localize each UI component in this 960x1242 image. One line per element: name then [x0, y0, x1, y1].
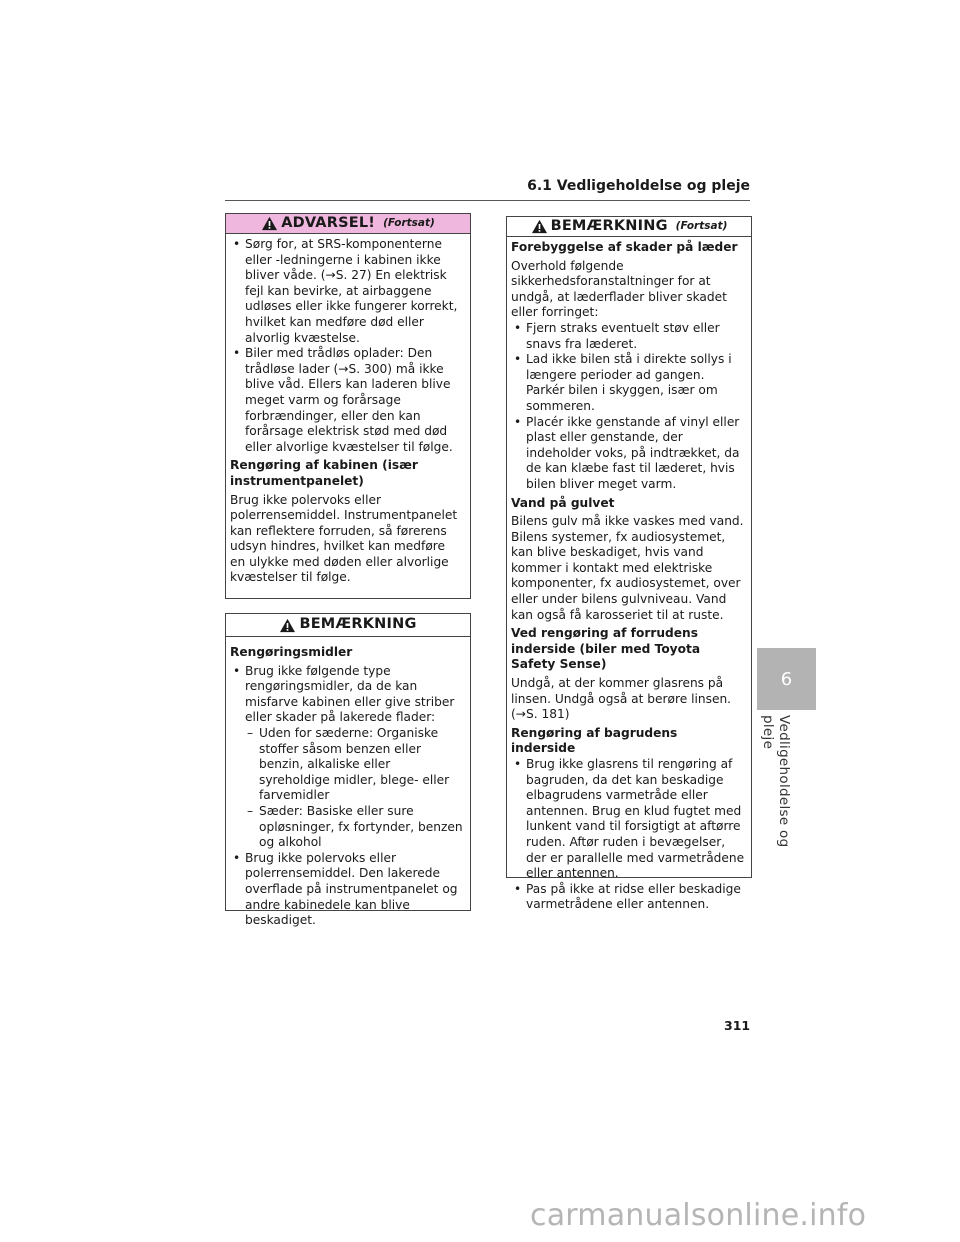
leather-bullet: • Fjern straks eventuelt støv eller snavs fra læderet.: [511, 321, 745, 352]
cabin-cleaning-heading: Rengøring af kabinen (især instrumentpanelet): [230, 458, 418, 488]
page-number: 311: [724, 1018, 751, 1033]
warning-bullet: • Sørg for, at SRS-komponenterne eller -ledningerne i kabinen ikke bliver våde. (→S. 27) En elektrisk fejl kan bevirke, at airbaggene udløses eller ikke fungerer korrekt, hvilket kan medføre død eller alvorlig kvæstelse.: [230, 237, 464, 346]
detergents-dash-item: – Uden for sæderne: Organiske stoffer såsom benzen eller benzin, alkaliske eller syreholdige midler, blege- eller farvemidler: [247, 726, 464, 804]
notice-continued-header: [507, 217, 751, 237]
warning-triangle-icon: [261, 216, 278, 231]
watermark: carmanualsonline.info: [530, 1198, 867, 1233]
warning-title: ADVARSEL!: [281, 214, 376, 231]
warning-bullet: • Biler med trådløs oplader: Den trådløse lader (→S. 300) må ikke blive våd. Ellers kan laderen blive meget varm og forårsage forbrændinger, eller den kan forårsage elektrisk stød med død eller alvorlige kvæstelser til følge.: [230, 346, 464, 455]
rear-window-bullet: • Pas på ikke at ridse eller beskadige varmetrådene eller antennen.: [511, 882, 745, 913]
windshield-heading: Ved rengøring af forrudens inderside (biler med Toyota Safety Sense): [511, 626, 701, 672]
leather-bullet: • Lad ikke bilen stå i direkte sollys i længere perioder ad gangen. Parkér bilen i skyggen, især om sommeren.: [511, 352, 745, 414]
leather-heading: Forebyggelse af skader på læder: [511, 240, 738, 254]
rear-window-heading: Rengøring af bagrudens inderside: [511, 725, 678, 756]
windshield-text: Undgå, at der kommer glasrens på linsen. Undgå også at berøre linsen. (→S. 181): [511, 676, 732, 722]
header-rule: [225, 200, 750, 201]
notice-title: BEMÆRKNING: [299, 616, 417, 633]
notice-continued-box: [506, 216, 752, 912]
notice-box: [225, 613, 471, 928]
chapter-tab: 6: [757, 648, 816, 710]
detergents-bullet-text: Brug ikke følgende type rengøringsmidler, da de kan misfarve kabinen eller give striber eller skader på lakerede flader:: [245, 663, 455, 725]
warning-continued: (Fortsat): [383, 216, 435, 229]
warning-triangle-icon: [531, 219, 548, 234]
notice-continued-label: (Fortsat): [675, 219, 728, 232]
warning-triangle-icon: [279, 618, 296, 633]
floor-heading: Vand på gulvet: [511, 495, 615, 510]
rear-window-bullet-list: [511, 757, 745, 913]
detergents-heading: Rengøringsmidler: [230, 645, 353, 659]
warning-box: [225, 213, 471, 599]
notice-box-header: [226, 614, 470, 637]
detergents-bullet: • Brug ikke polervoks eller polerrensemiddel. Den lakerede overflade på instrumentpanelet og andre kabinedele kan blive beskadiget.: [230, 851, 464, 929]
section-header-title: 6.1 Vedligeholdelse og pleje: [527, 178, 750, 194]
warning-box-body: [226, 234, 470, 599]
detergents-dash-item: – Sæder: Basiske eller sure opløsninger, fx fortynder, benzen og alkohol: [247, 804, 464, 851]
detergents-dash-list: [245, 726, 464, 851]
warning-bullet-list: [230, 237, 464, 455]
leather-intro: Overhold følgende sikkerhedsforanstaltninger for at undgå, at læderflader bliver skadet eller forringet:: [511, 258, 727, 320]
warning-box-header: [226, 214, 470, 234]
detergents-bullet-list: [230, 664, 464, 929]
chapter-title-vertical: Vedligeholdelse og pleje: [760, 715, 792, 848]
cabin-cleaning-text: Brug ikke polervoks eller polerrensemiddel. Instrumentpanelet kan reflektere forruden, så førerens udsyn hindres, hvilket kan medføre en ulykke med døden eller alvorlige kvæstelser til følge.: [230, 492, 458, 585]
rear-window-bullet: • Brug ikke glasrens til rengøring af bagruden, da det kan beskadige elbagrudens varmetråde eller antennen. Brug en klud fugtet med lunkent vand til forsigtigt at aftørre ruden. Aftør ruden i bevægelser, der er parallelle med varmetrådene eller antennen.: [511, 757, 745, 882]
leather-bullet-list: [511, 321, 745, 493]
notice-continued-body: [507, 237, 751, 923]
floor-text: Bilens gulv må ikke vaskes med vand. Bilens systemer, fx audiosystemet, kan blive beskadiget, hvis vand kommer i kontakt med elektriske komponenter, fx audiosystemet, over eller under bilens gulvniveau. Vand kan også få karosseriet til at ruste.: [511, 514, 744, 622]
notice-box-body: [226, 637, 470, 939]
detergents-bullet: [230, 664, 464, 851]
notice-continued-title: BEMÆRKNING: [550, 217, 668, 234]
leather-bullet: • Placér ikke genstande af vinyl eller plast eller genstande, der indeholder voks, på indtrækket, da de kan klæbe fast til læderet, hvis bilen bliver meget varm.: [511, 415, 745, 493]
